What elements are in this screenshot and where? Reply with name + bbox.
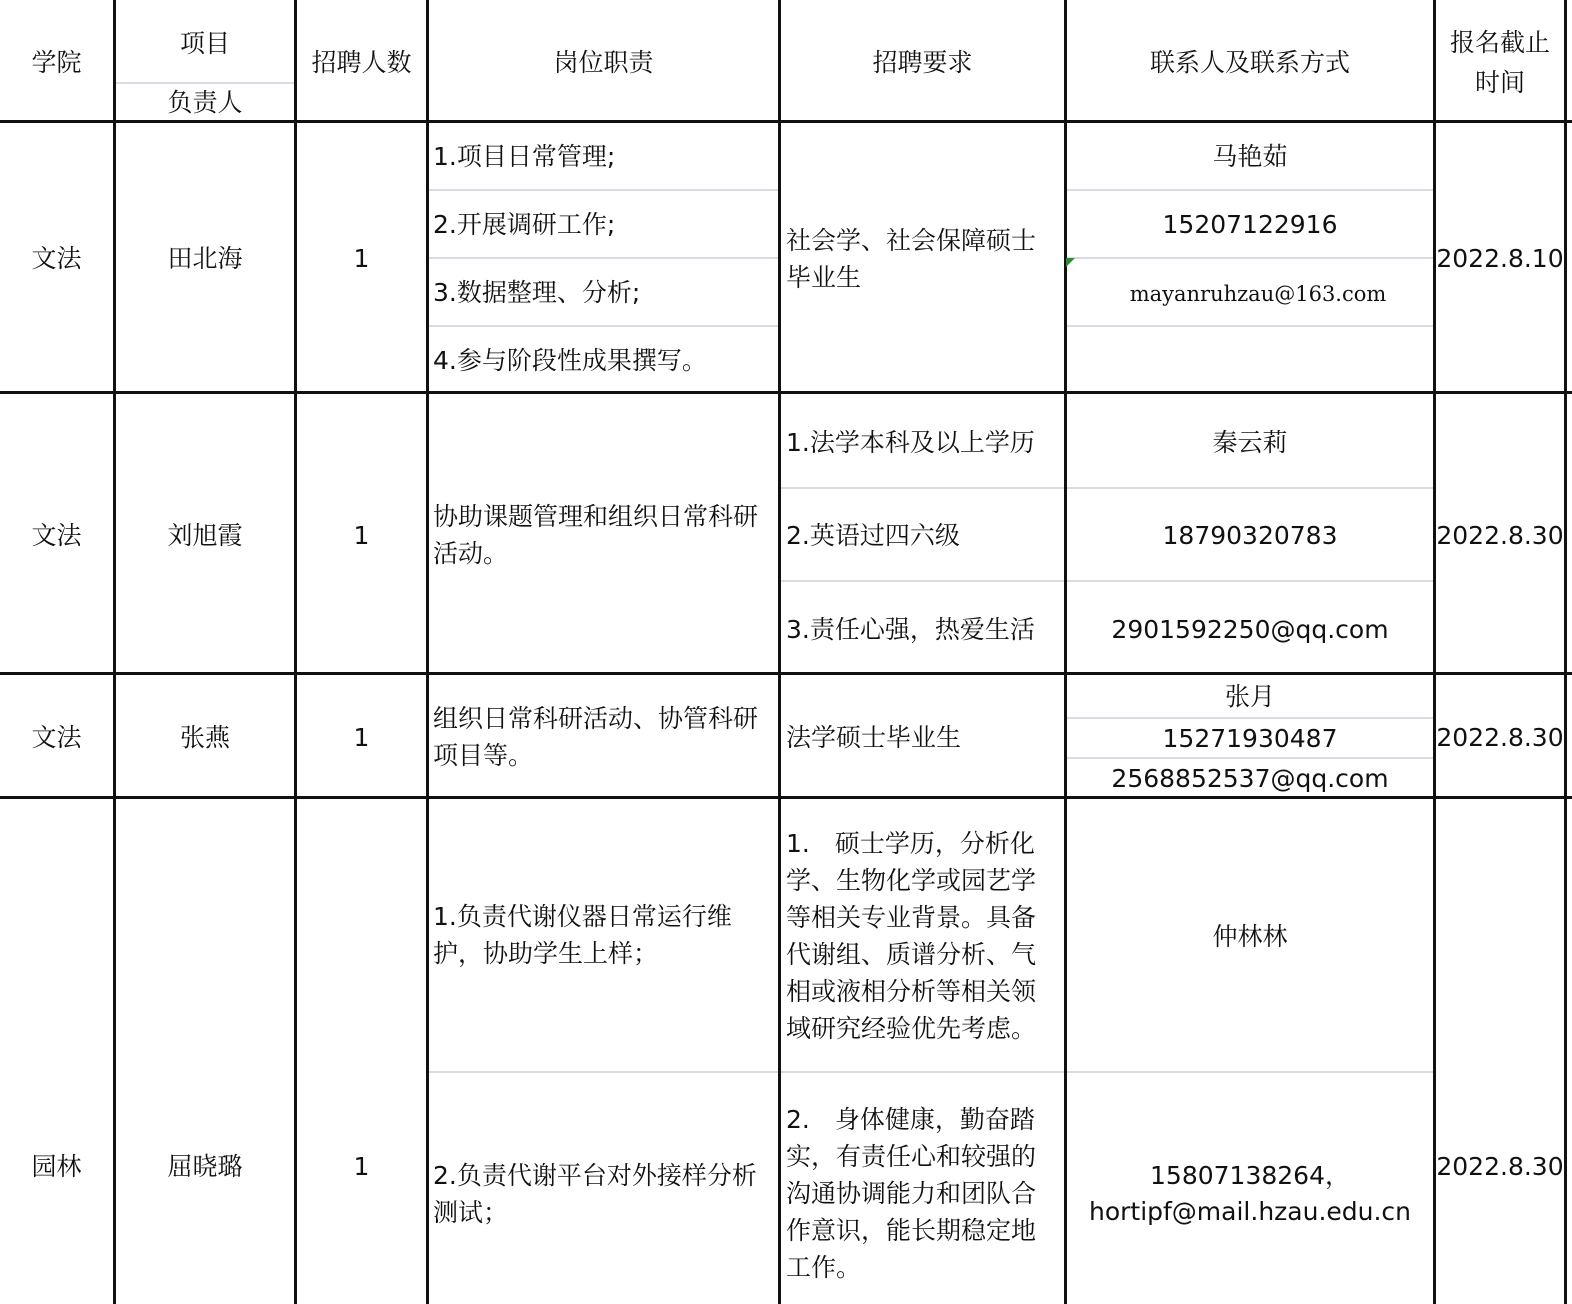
- cell-deadline: 2022.8.30: [1436, 1152, 1564, 1181]
- header-headcount: 招聘人数: [311, 48, 412, 77]
- cell-requirement-item: 2. 身体健康，勤奋踏实，有责任心和较强的沟通协调能力和团队合作意识，能长期稳定地工作。: [786, 1105, 1037, 1282]
- cell-contact-email: hortipf@mail.hzau.edu.cn: [1088, 1197, 1412, 1226]
- subcell-line: [781, 580, 1064, 582]
- cell-duty-item: 4.参与阶段性成果撰写。: [433, 346, 707, 375]
- cell-requirement-item: 2.英语过四六级: [786, 521, 960, 550]
- subcell-line: [781, 487, 1064, 489]
- subcell-line: [1067, 580, 1433, 582]
- grid-line: [113, 0, 116, 1304]
- cell-college: 文法: [31, 244, 82, 273]
- grid-line: [426, 0, 429, 1304]
- grid-line: [778, 0, 781, 1304]
- subcell-line: [1067, 757, 1433, 759]
- subcell-line: [1067, 325, 1433, 327]
- cell-college: 文法: [31, 521, 82, 550]
- grid-line: [294, 0, 297, 1304]
- grid-line: [1564, 0, 1567, 1304]
- header-requirements: 招聘要求: [872, 48, 973, 77]
- cell-requirements: 社会学、社会保障硕士毕业生: [786, 226, 1037, 292]
- cell-deadline: 2022.8.30: [1436, 521, 1564, 550]
- cell-requirement-item: 3.责任心强，热爱生活: [786, 615, 1035, 644]
- cell-contact-email: mayanruhzau@163.com: [1129, 282, 1387, 306]
- cell-leader: 屈晓璐: [167, 1152, 243, 1181]
- cell-leader: 田北海: [167, 244, 243, 273]
- subcell-line: [1067, 1071, 1433, 1073]
- cell-deadline: 2022.8.10: [1436, 244, 1564, 273]
- cell-contact-email: 2901592250@qq.com: [1111, 615, 1389, 644]
- cell-leader: 张燕: [179, 723, 230, 752]
- cell-duties: 协助课题管理和组织日常科研活动。: [433, 502, 759, 568]
- cell-headcount: 1: [353, 244, 370, 273]
- header-duties: 岗位职责: [553, 48, 654, 77]
- subcell-line: [429, 189, 778, 191]
- cell-requirement-item: 1. 硕士学历，分析化学、生物化学或园艺学等相关专业背景。具备代谢组、质谱分析、气相或液相分析等相关领域研究经验优先考虑。: [786, 829, 1037, 1043]
- cell-contact-email: 2568852537@qq.com: [1111, 764, 1389, 793]
- header-deadline-line1: 报名截止: [1449, 28, 1550, 57]
- header-college: 学院: [31, 48, 82, 77]
- cell-contact-name: 张月: [1224, 682, 1275, 711]
- cell-headcount: 1: [353, 723, 370, 752]
- cell-comment-marker: [1066, 258, 1075, 267]
- cell-headcount: 1: [353, 521, 370, 550]
- cell-duty-item: 2.负责代谢平台对外接样分析测试；: [433, 1161, 757, 1227]
- header-deadline-line2: 时间: [1474, 68, 1525, 97]
- cell-contact-name: 仲林林: [1212, 922, 1288, 951]
- subcell-line: [429, 1071, 778, 1073]
- cell-contact-name: 秦云莉: [1212, 428, 1288, 457]
- cell-college: 园林: [31, 1152, 82, 1181]
- cell-leader: 刘旭霞: [167, 521, 243, 550]
- cell-duties: 组织日常科研活动、协管科研项目等。: [433, 704, 759, 770]
- subcell-line: [1067, 257, 1433, 259]
- cell-requirement-item: 1.法学本科及以上学历: [786, 428, 1035, 457]
- cell-duty-item: 2.开展调研工作;: [433, 210, 616, 239]
- grid-line: [1064, 0, 1067, 1304]
- subcell-line: [1067, 189, 1433, 191]
- header-project: 项目: [179, 29, 230, 58]
- cell-contact-phone: 15207122916: [1162, 210, 1338, 239]
- grid-line: [1433, 0, 1436, 1304]
- cell-contact-name: 马艳茹: [1212, 142, 1288, 171]
- subcell-line: [429, 325, 778, 327]
- cell-requirements: 法学硕士毕业生: [786, 723, 962, 752]
- subcell-line: [1067, 717, 1433, 719]
- cell-duty-item: 3.数据整理、分析;: [433, 278, 641, 307]
- cell-duty-item: 1.项目日常管理;: [433, 142, 616, 171]
- cell-contact-phone: 15807138264，: [1150, 1161, 1350, 1190]
- subcell-line: [781, 1071, 1064, 1073]
- header-leader: 负责人: [167, 88, 243, 117]
- cell-headcount: 1: [353, 1152, 370, 1181]
- subcell-line: [1067, 487, 1433, 489]
- row-divider: [0, 672, 1572, 675]
- subcell-line: [429, 257, 778, 259]
- cell-contact-phone: 15271930487: [1162, 724, 1338, 753]
- cell-duty-item: 1.负责代谢仪器日常运行维护，协助学生上样；: [433, 902, 732, 968]
- header-contact: 联系人及联系方式: [1149, 48, 1350, 77]
- cell-deadline: 2022.8.30: [1436, 723, 1564, 752]
- row-divider: [0, 391, 1572, 394]
- cell-contact-phone: 18790320783: [1162, 521, 1338, 550]
- cell-college: 文法: [31, 723, 82, 752]
